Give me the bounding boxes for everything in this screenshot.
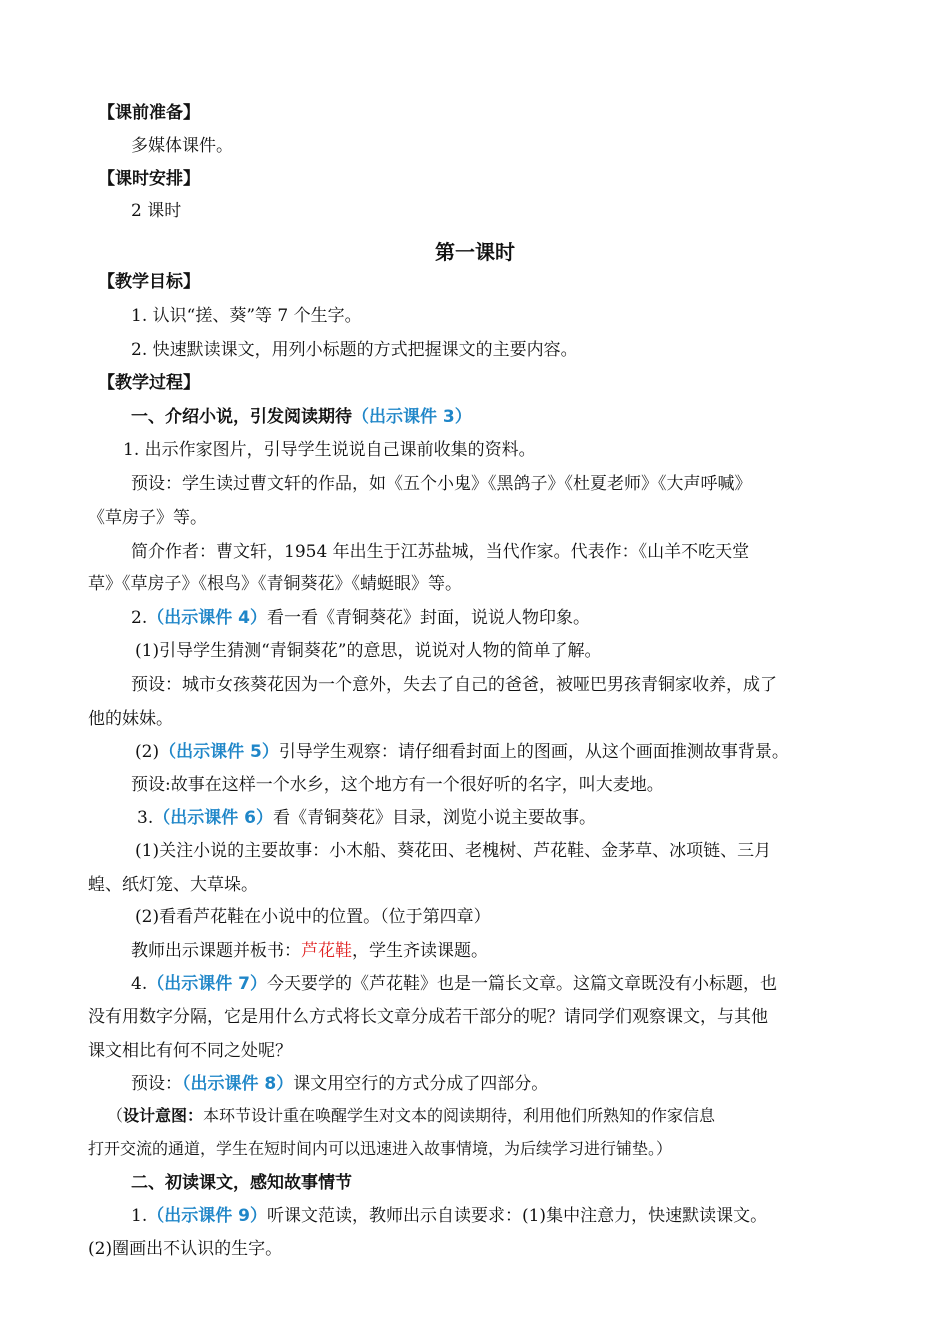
paragraph: (1)关注小说的主要故事：小木船、葵花田、老槐树、芦花鞋、金茅草、冰项链、三月 (135, 841, 772, 861)
item-number: 4. (131, 974, 148, 994)
paragraph: 预设：学生读过曹文轩的作品，如《五个小鬼》《黑鸽子》《杜夏老师》《大声呼喊》 (131, 474, 752, 494)
slide-ref-9: （出示课件 9） (147, 1206, 267, 1226)
item-text: 看《青铜葵花》目录，浏览小说主要故事。 (272, 808, 596, 828)
paragraph: 没有用数字分隔，它是用什么方式将长文章分成若干部分的呢？请同学们观察课文，与其他 (88, 1007, 768, 1027)
paragraph: 预设:故事在这样一个水乡，这个地方有一个很好听的名字，叫大麦地。 (131, 775, 664, 795)
slide-ref-4: （出示课件 4） (147, 608, 267, 628)
slide-ref-8: （出示课件 8） (182, 1074, 294, 1094)
slide-ref-6: （出示课件 6） (153, 808, 273, 828)
schedule-heading: 【课时安排】 (98, 169, 200, 189)
text: 本环节设计重在唤醒学生对文本的阅读期待，利用他们所熟知的作家信息 (203, 1106, 716, 1125)
paragraph: (2)看看芦花鞋在小说中的位置。（位于第四章） (135, 907, 491, 927)
slide-ref-5: （出示课件 5） (159, 742, 279, 762)
process-heading: 【教学过程】 (98, 373, 200, 393)
slide-ref-3: （出示课件 3） (352, 407, 472, 427)
paragraph-5 (131, 1205, 767, 1227)
paragraph-preset (131, 1073, 548, 1095)
schedule-text: 2 课时 (131, 201, 182, 221)
paragraph: 《草房子》等。 (88, 508, 207, 528)
item-number: 2. (131, 608, 148, 628)
paragraph-3 (137, 807, 596, 829)
paragraph-2-2 (135, 741, 789, 763)
paragraph: (2)圈画出不认识的生字。 (88, 1239, 283, 1259)
paragraph-4 (131, 973, 777, 995)
item-text: 看一看《青铜葵花》封面，说说人物印象。 (266, 608, 590, 628)
paragraph: 草》《草房子》《根鸟》《青铜葵花》《蜻蜓眼》等。 (88, 574, 462, 594)
paragraph: 蝗、纸灯笼、大草垛。 (88, 875, 258, 895)
item-text: 今天要学的《芦花鞋》也是一篇长文章。这篇文章既没有小标题，也 (266, 974, 777, 994)
paragraph: 他的妹妹。 (88, 709, 173, 729)
design-note (107, 1105, 715, 1127)
text: ，学生齐读课题。 (352, 941, 488, 961)
prep-heading: 【课前准备】 (98, 103, 200, 123)
paragraph: 简介作者：曹文轩，1954 年出生于江苏盐城，当代作家。代表作：《山羊不吃天堂 (131, 542, 750, 562)
goal-item-2: 2. 快速默读课文，用列小标题的方式把握课文的主要内容。 (131, 340, 578, 360)
paragraph: (1)引导学生猜测“青铜葵花”的意思，说说对人物的简单了解。 (135, 641, 602, 661)
section-1-heading (131, 406, 472, 428)
item-number: 1. (131, 1206, 148, 1226)
text: （ (107, 1106, 124, 1125)
goals-heading: 【教学目标】 (98, 272, 200, 292)
paragraph: 预设：城市女孩葵花因为一个意外，失去了自己的爸爸，被哑巴男孩青铜家收养，成了 (131, 675, 777, 695)
slide-ref-7: （出示课件 7） (147, 974, 267, 994)
paragraph-2 (131, 607, 590, 629)
text: 课文用空行的方式分成了四部分。 (293, 1074, 549, 1094)
section-2-heading: 二、初读课文，感知故事情节 (131, 1173, 352, 1193)
text: 教师出示课题并板书： (131, 941, 301, 961)
lesson-title: 第一课时 (435, 240, 515, 264)
board-title: 芦花鞋 (301, 941, 352, 961)
item-number: 3. (137, 808, 154, 828)
item-number: (2) (135, 742, 160, 762)
section-1-title: 一、介绍小说，引发阅读期待 (131, 407, 352, 427)
design-note: 打开交流的通道，学生在短时间内可以迅速进入故事情境，为后续学习进行铺垫。） (88, 1139, 673, 1158)
item-text: 引导学生观察：请仔细看封面上的图画，从这个画面推测故事背景。 (278, 742, 789, 762)
paragraph-board (131, 940, 488, 962)
goal-item-1: 1. 认识“搓、葵”等 7 个生字。 (131, 306, 362, 326)
paragraph: 1. 出示作家图片，引导学生说说自己课前收集的资料。 (123, 440, 536, 460)
paragraph: 课文相比有何不同之处呢？ (88, 1041, 292, 1061)
item-text: 听课文范读，教师出示自读要求：(1)集中注意力，快速默读课文。 (266, 1206, 768, 1226)
design-note-label: 设计意图： (123, 1106, 204, 1125)
prep-text: 多媒体课件。 (131, 136, 233, 156)
text: 预设： (131, 1074, 182, 1094)
